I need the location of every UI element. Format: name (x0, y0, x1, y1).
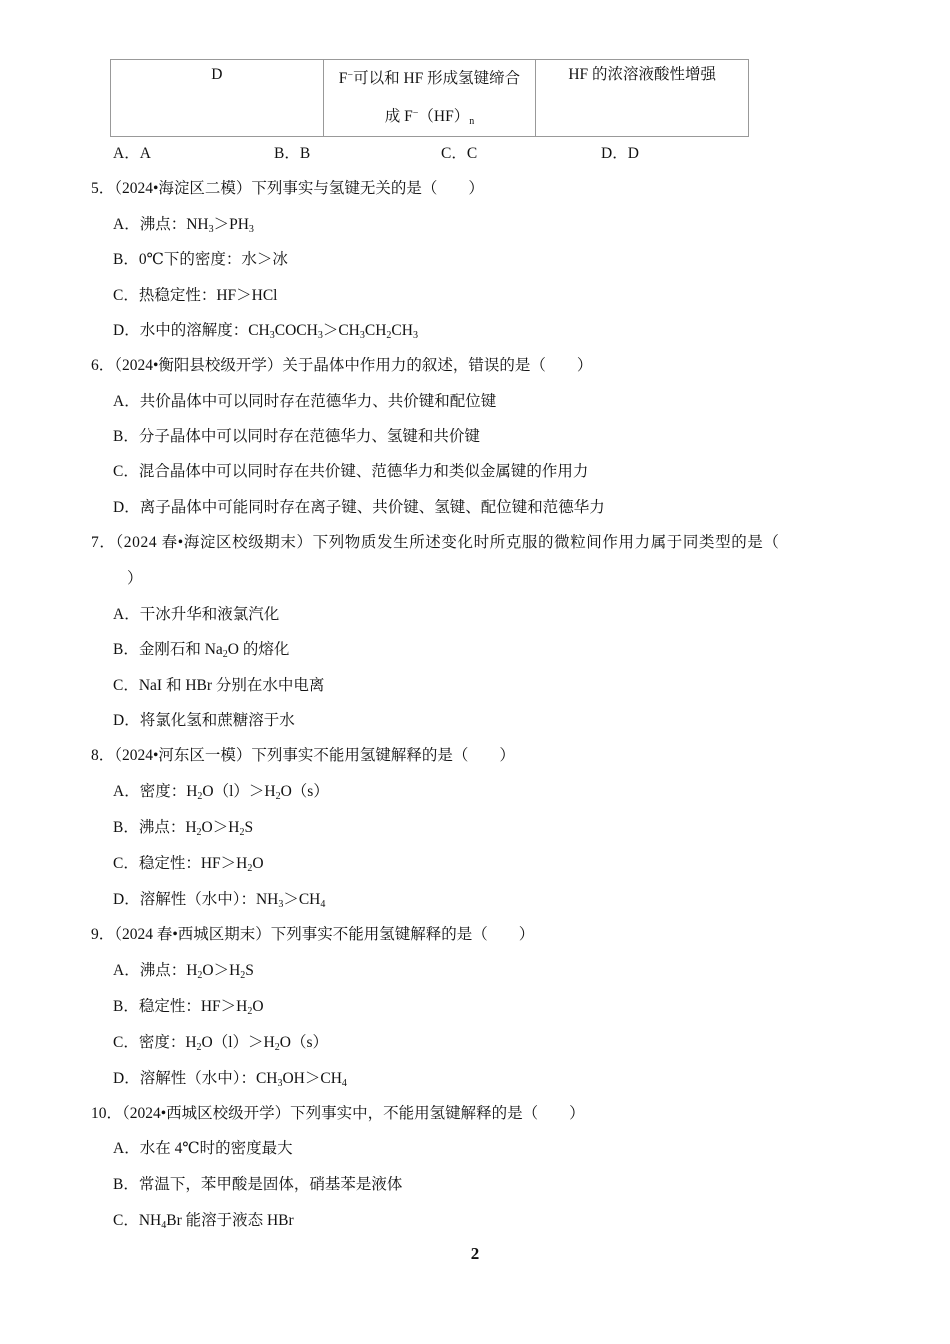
table-cell-option (111, 60, 324, 137)
text: F (338, 70, 348, 87)
table-cell-text: HF 的浓溶液酸性增强 (568, 66, 717, 83)
text: C．密度：H (113, 1034, 197, 1051)
q7-option-d: D．将氯化氢和蔗糖溶于水 (113, 712, 295, 729)
text: O＞H (201, 819, 240, 836)
text: C．稳定性：HF＞H (113, 855, 248, 872)
text: A．密度：H (113, 783, 198, 800)
text: O（s） (280, 783, 329, 800)
superscript: − (412, 108, 419, 119)
q9-stem: 9．（2024 春•西城区期末）下列事实不能用氢键解释的是（ ） (91, 926, 535, 943)
text: 成 F (384, 108, 413, 125)
subscript: 3 (277, 1078, 283, 1089)
subscript: 3 (317, 330, 323, 341)
q9-option-a (113, 958, 254, 980)
q6-stem: 6．（2024•衡阳县校级开学）关于晶体中作用力的叙述，错误的是（ ） (91, 357, 593, 374)
table-cell-result (536, 60, 749, 137)
text: S (244, 819, 254, 836)
q7-option-b (113, 637, 289, 659)
subscript: n (469, 116, 475, 127)
text: CH (391, 322, 413, 339)
subscript: 4 (341, 1078, 347, 1089)
subscript: 3 (208, 224, 214, 235)
subscript: 2 (197, 791, 203, 802)
subscript: 2 (239, 827, 245, 838)
q6-option-a: A．共价晶体中可以同时存在范德华力、共价键和配位键 (113, 393, 497, 410)
text: CH (364, 322, 387, 339)
subscript: 2 (247, 1006, 253, 1017)
subscript: 2 (196, 1042, 202, 1053)
text: Br 能溶于液态 HBr (166, 1212, 294, 1229)
q4-option-c: C．C (441, 145, 478, 162)
page-number: 2 (470, 1244, 480, 1263)
text: B．沸点：H (113, 819, 197, 836)
text: B．稳定性：HF＞H (113, 998, 248, 1015)
q7-option-c: C．NaI 和 HBr 分别在水中电离 (113, 677, 325, 694)
text: O（l）＞H (202, 783, 276, 800)
q5-option-a (113, 212, 254, 234)
subscript: 4 (320, 899, 326, 910)
table-row (111, 60, 749, 137)
text: D．水中的溶解度：CH (113, 322, 270, 339)
q7-option-a: A．干冰升华和液氯汽化 (113, 606, 280, 623)
q7-stem-end: ） (127, 570, 143, 587)
subscript: 2 (197, 970, 203, 981)
text: S (245, 962, 254, 979)
text: OH＞CH (282, 1070, 342, 1087)
text: O (252, 998, 264, 1015)
subscript: 3 (412, 330, 418, 341)
subscript: 2 (196, 827, 202, 838)
q8-option-a (113, 779, 329, 801)
table-cell-text (324, 60, 536, 136)
q10-option-c (113, 1208, 294, 1230)
q6-option-d: D．离子晶体中可能同时存在离子键、共价键、氢键、配位键和范德华力 (113, 499, 605, 516)
subscript: 3 (278, 899, 284, 910)
text: C．NH (113, 1212, 162, 1229)
subscript: 2 (386, 330, 392, 341)
text: B．金刚石和 Na (113, 641, 223, 658)
subscript: 3 (248, 224, 254, 235)
q9-option-b (113, 994, 264, 1016)
text: A．沸点：NH (113, 216, 209, 233)
q8-option-c (113, 851, 264, 873)
text: ＞CH (322, 322, 360, 339)
q8-stem: 8．（2024•河东区一模）下列事实不能用氢键解释的是（ ） (91, 747, 515, 764)
subscript: 2 (240, 970, 246, 981)
subscript: 2 (222, 649, 228, 660)
q10-option-a: A．水在 4℃时的密度最大 (113, 1140, 293, 1157)
q5-stem: 5．（2024•海淀区二模）下列事实与氢键无关的是（ ） (91, 180, 484, 197)
subscript: 2 (274, 1042, 280, 1053)
subscript: 2 (275, 791, 281, 802)
q10-stem: 10．（2024•西城区校级开学）下列事实中，不能用氢键解释的是（ ） (91, 1105, 585, 1122)
q8-option-b (113, 815, 253, 837)
q7-stem: 7．（2024 春•海淀区校级期末）下列物质发生所述变化时所克服的微粒间作用力属于同类型的是（ (91, 534, 780, 551)
q9-option-c (113, 1030, 328, 1052)
text: （HF） (418, 108, 470, 125)
text: O (252, 855, 264, 872)
q4-option-a: A．A (113, 145, 151, 162)
q8-option-d (113, 887, 325, 909)
table-cell-reason (323, 60, 536, 137)
q6-option-c: C．混合晶体中可以同时存在共价键、范德华力和类似金属键的作用力 (113, 463, 589, 480)
q5-option-d (113, 318, 418, 340)
text: A．沸点：H (113, 962, 198, 979)
q6-option-b: B．分子晶体中可以同时存在范德华力、氢键和共价键 (113, 428, 480, 445)
text: O 的熔化 (227, 641, 290, 658)
q5-option-b: B．0℃下的密度：水＞冰 (113, 251, 288, 268)
q4-option-d: D．D (601, 145, 639, 162)
subscript: 4 (161, 1220, 167, 1231)
subscript: 3 (269, 330, 275, 341)
q4-option-b: B．B (274, 145, 311, 162)
text: COCH (274, 322, 318, 339)
text: D．溶解性（水中）：CH (113, 1070, 278, 1087)
q5-option-c: C．热稳定性：HF＞HCl (113, 287, 278, 304)
subscript: 2 (247, 863, 253, 874)
text: D．溶解性（水中）：NH (113, 891, 279, 908)
text: 可以和 HF 形成氢键缔合 (353, 70, 521, 87)
text: O（l）＞H (201, 1034, 275, 1051)
q10-option-b: B．常温下，苯甲酸是固体，硝基苯是液体 (113, 1176, 403, 1193)
q9-option-d (113, 1066, 347, 1088)
text: O＞H (202, 962, 241, 979)
text: ＞CH (283, 891, 321, 908)
text: ＞PH (213, 216, 249, 233)
text: O（s） (279, 1034, 328, 1051)
superscript: − (347, 70, 354, 81)
subscript: 3 (359, 330, 365, 341)
answer-table (110, 59, 749, 137)
table-cell-text: D (211, 66, 223, 83)
